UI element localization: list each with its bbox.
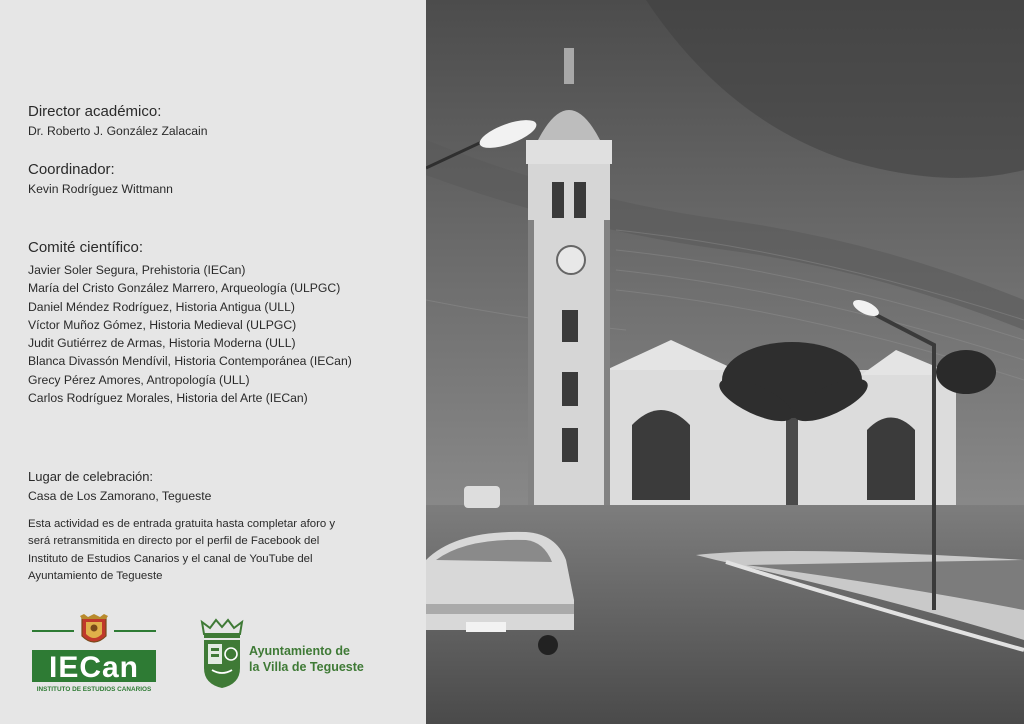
tegueste-wordmark bbox=[249, 643, 364, 675]
iecan-logo bbox=[30, 614, 160, 694]
committee-member: María del Cristo González Marrero, Arqueología (ULPGC) bbox=[28, 281, 341, 296]
coordinator-name: Kevin Rodríguez Wittmann bbox=[28, 182, 173, 196]
committee-member: Blanca Divassón Mendívil, Historia Contemporánea (IECan) bbox=[28, 354, 352, 369]
director-label: Director académico: bbox=[28, 103, 162, 120]
committee-label: Comité científico: bbox=[28, 239, 144, 256]
committee-member: Daniel Méndez Rodríguez, Historia Antigua (ULL) bbox=[28, 299, 295, 314]
committee-list bbox=[28, 261, 352, 407]
committee-member: Grecy Pérez Amores, Antropología (ULL) bbox=[28, 372, 250, 387]
iecan-wordmark: IECan bbox=[48, 651, 140, 684]
committee-member: Javier Soler Segura, Prehistoria (IECan) bbox=[28, 263, 246, 277]
info-panel bbox=[0, 0, 426, 724]
coordinator-label: Coordinador: bbox=[28, 161, 115, 178]
crown-icon bbox=[202, 620, 242, 638]
venue-name: Casa de Los Zamorano, Tegueste bbox=[28, 489, 212, 503]
committee-member: Carlos Rodríguez Morales, Historia del Arte (IECan) bbox=[28, 391, 308, 406]
church-photograph bbox=[426, 0, 1024, 724]
access-note: Esta actividad es de entrada gratuita hasta completar aforo y será retransmitida en directo por el perfil de Facebook del Instituto de Estudios Canarios y el canal de YouTube del Ayuntamiento de Tegueste bbox=[28, 518, 336, 582]
committee-member: Judit Gutiérrez de Armas, Historia Moderna (ULL) bbox=[28, 336, 296, 351]
committee-member: Víctor Muñoz Gómez, Historia Medieval (ULPGC) bbox=[28, 317, 297, 332]
venue-label: Lugar de celebración: bbox=[28, 469, 154, 484]
tegueste-shield-logo bbox=[198, 618, 246, 690]
coat-of-arms-icon bbox=[80, 614, 108, 642]
tegueste-line-1: Ayuntamiento de bbox=[249, 644, 350, 658]
tegueste-line-2: la Villa de Tegueste bbox=[249, 660, 364, 674]
director-name: Dr. Roberto J. González Zalacain bbox=[28, 124, 208, 138]
iecan-subtitle: INSTITUTO DE ESTUDIOS CANARIOS bbox=[36, 686, 152, 693]
